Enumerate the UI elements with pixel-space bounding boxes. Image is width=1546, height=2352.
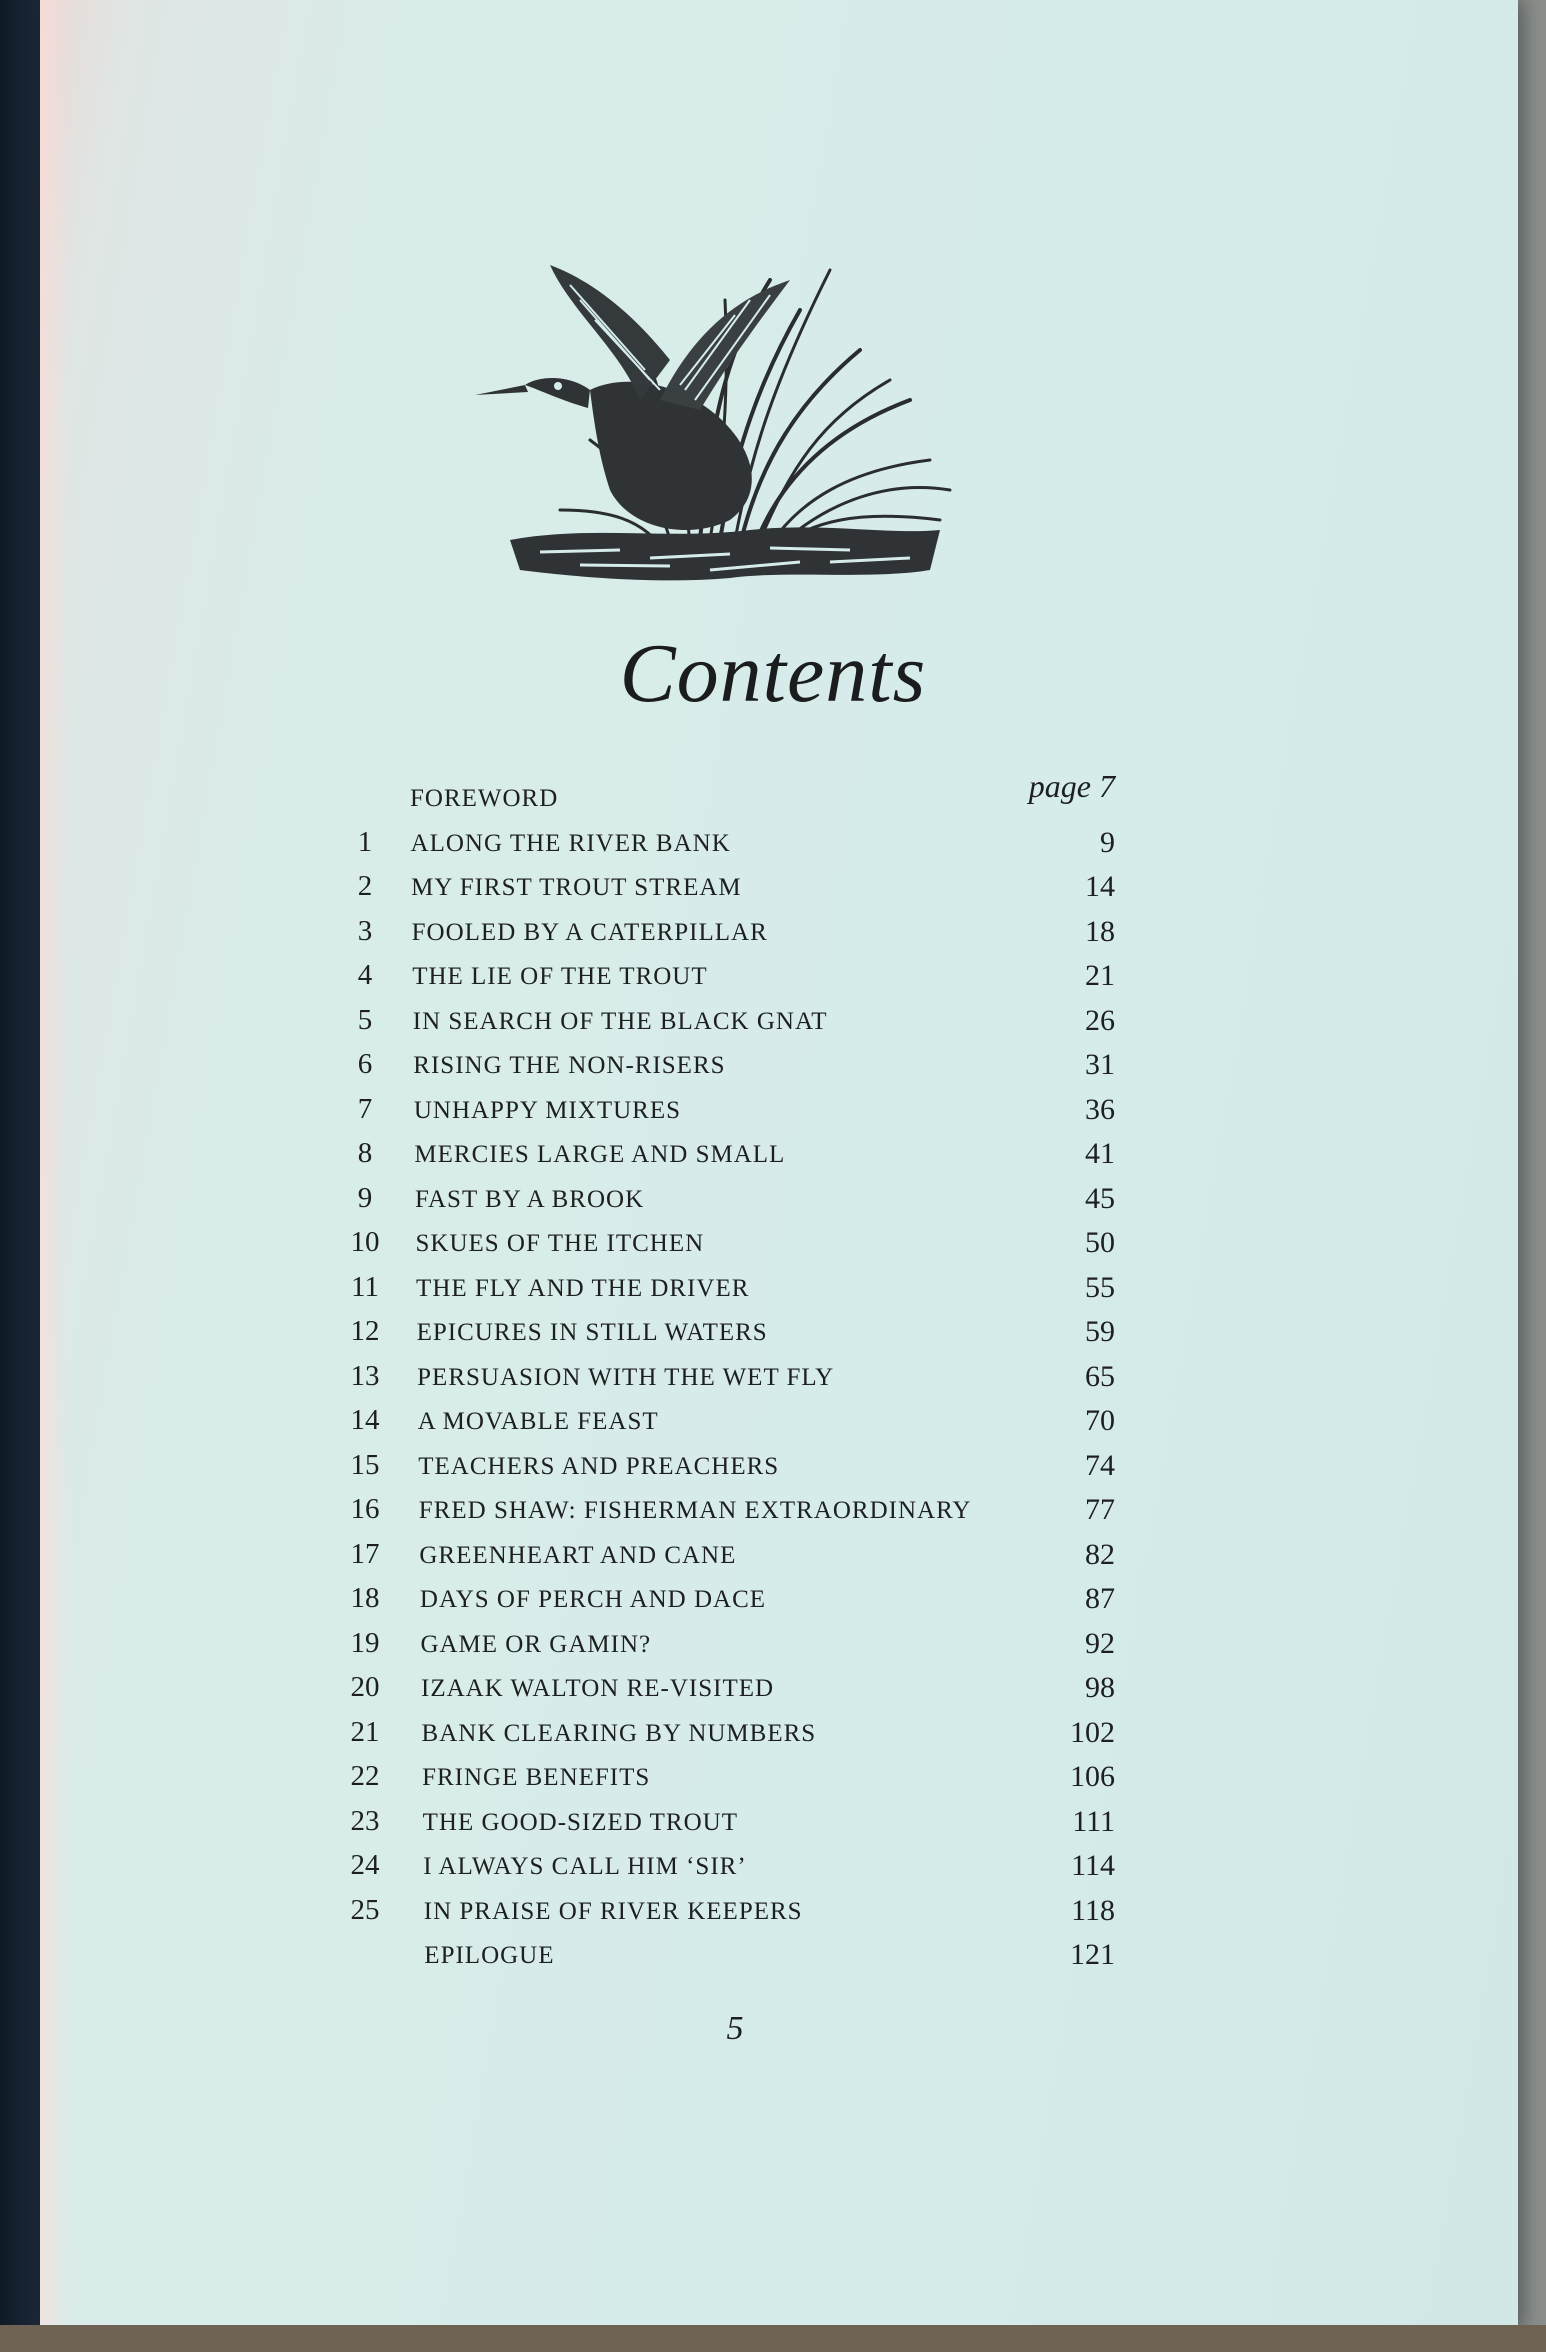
chapter-number: 8 <box>357 1137 373 1169</box>
chapter-title: THE FLY AND THE DRIVER <box>416 1274 750 1302</box>
chapter-page-number: 41 <box>1085 1137 1115 1170</box>
chapter-title: RISING THE NON-RISERS <box>413 1052 726 1079</box>
toc-entry <box>0 1137 1546 1181</box>
toc-entry <box>0 959 1546 1003</box>
chapter-page-number: 70 <box>1085 1404 1115 1437</box>
chapter-title: TEACHERS AND PREACHERS <box>418 1452 780 1480</box>
chapter-title: EPICURES IN STILL WATERS <box>416 1319 768 1346</box>
toc-entry <box>0 1715 1546 1760</box>
chapter-number: 23 <box>350 1804 380 1837</box>
toc-entry <box>0 1404 1546 1448</box>
chapter-page-number: 77 <box>1085 1493 1115 1526</box>
chapter-page-number: 59 <box>1085 1315 1115 1348</box>
chapter-title: IZAAK WALTON RE-VISITED <box>421 1675 775 1702</box>
toc-entry <box>0 1315 1546 1359</box>
chapter-title: FRED SHAW: FISHERMAN EXTRAORDINARY <box>418 1497 972 1524</box>
toc-entry <box>0 785 1546 825</box>
chapter-page-number: 74 <box>1085 1448 1115 1482</box>
chapter-title: IN PRAISE OF RIVER KEEPERS <box>423 1897 803 1925</box>
toc-entry <box>0 1270 1546 1315</box>
chapter-page-number: 121 <box>1070 1938 1115 1971</box>
toc-entry <box>0 1537 1546 1582</box>
chapter-title: GAME OR GAMIN? <box>420 1630 652 1658</box>
chapter-title: FRINGE BENEFITS <box>422 1764 651 1791</box>
chapter-number: 2 <box>357 870 373 902</box>
toc-entry <box>0 1448 1546 1493</box>
toc-entry <box>0 1003 1546 1048</box>
chapter-title: EPILOGUE <box>424 1942 555 1969</box>
chapter-title: MERCIES LARGE AND SMALL <box>414 1141 786 1168</box>
toc-entry <box>0 1893 1546 1938</box>
chapter-page-number: 21 <box>1085 959 1115 992</box>
toc-entry <box>0 1181 1546 1226</box>
chapter-number: 16 <box>350 1493 380 1525</box>
chapter-title: PERSUASION WITH THE WET FLY <box>417 1363 835 1391</box>
chapter-page-number: 92 <box>1085 1626 1115 1660</box>
chapter-number: 12 <box>350 1315 380 1347</box>
toc-entry <box>0 1582 1546 1626</box>
chapter-title: ALONG THE RIVER BANK <box>410 829 731 857</box>
chapter-number: 4 <box>357 959 373 991</box>
chapter-number: 24 <box>350 1849 380 1881</box>
chapter-page-number: 55 <box>1085 1270 1115 1304</box>
chapter-number: 25 <box>350 1893 380 1926</box>
chapter-title: MY FIRST TROUT STREAM <box>411 874 742 901</box>
chapter-page-number: 98 <box>1085 1671 1115 1704</box>
chapter-title: DAYS OF PERCH AND DACE <box>419 1586 767 1613</box>
toc-entry <box>0 1048 1546 1092</box>
chapter-number: 20 <box>350 1671 380 1703</box>
chapter-title: GREENHEART AND CANE <box>419 1541 737 1569</box>
chapter-title: THE GOOD-SIZED TROUT <box>422 1808 738 1836</box>
chapter-page-number: 114 <box>1071 1849 1115 1882</box>
chapter-number: 22 <box>350 1760 380 1792</box>
chapter-page-number: 26 <box>1085 1003 1115 1037</box>
chapter-number: 13 <box>350 1359 380 1392</box>
chapter-page-number: 65 <box>1085 1359 1115 1393</box>
chapter-number: 15 <box>350 1448 380 1481</box>
toc-entry <box>0 1671 1546 1715</box>
chapter-number: 19 <box>350 1626 380 1659</box>
toc-entry <box>0 1626 1546 1671</box>
chapter-title: I ALWAYS CALL HIM ‘SIR’ <box>423 1853 747 1880</box>
toc-entry <box>0 825 1546 870</box>
toc-entry <box>0 1849 1546 1893</box>
chapter-page-number: 9 <box>1100 825 1115 859</box>
chapter-title: FOOLED BY A CATERPILLAR <box>411 918 768 946</box>
chapter-title: THE LIE OF THE TROUT <box>412 963 708 990</box>
chapter-page-number: 45 <box>1085 1181 1115 1215</box>
chapter-number: 17 <box>350 1537 380 1570</box>
page-column-label: page 7 <box>1028 768 1115 804</box>
chapter-number: 9 <box>357 1181 373 1214</box>
chapter-number: 11 <box>351 1270 379 1303</box>
chapter-page-number: 36 <box>1085 1092 1115 1126</box>
chapter-page-number: 31 <box>1085 1048 1115 1081</box>
chapter-page-number: 82 <box>1085 1537 1115 1571</box>
chapter-number: 10 <box>350 1226 380 1258</box>
chapter-page-number: 18 <box>1085 914 1115 948</box>
page-title: Contents <box>619 627 927 720</box>
toc-entry <box>0 1359 1546 1404</box>
toc-entry <box>0 1092 1546 1137</box>
chapter-page-number: 111 <box>1072 1804 1115 1838</box>
chapter-title: UNHAPPY MIXTURES <box>413 1096 682 1124</box>
chapter-title: BANK CLEARING BY NUMBERS <box>421 1719 817 1747</box>
chapter-page-number: 50 <box>1085 1226 1115 1259</box>
toc-entry <box>0 1226 1546 1270</box>
toc-entry <box>0 1760 1546 1804</box>
chapter-page-number: 106 <box>1070 1760 1115 1793</box>
chapter-page-number: 14 <box>1085 870 1115 903</box>
toc-entry <box>0 1493 1546 1537</box>
chapter-number: 5 <box>357 1003 373 1036</box>
chapter-page-number: 102 <box>1070 1715 1115 1749</box>
chapter-number: 6 <box>357 1048 373 1080</box>
chapter-number: 18 <box>350 1582 380 1614</box>
chapter-number: 14 <box>350 1404 380 1436</box>
chapter-page-number: 87 <box>1085 1582 1115 1615</box>
chapter-number: 7 <box>357 1092 373 1125</box>
chapter-title: FAST BY A BROOK <box>414 1185 645 1213</box>
toc-entry <box>0 870 1546 914</box>
chapter-title: IN SEARCH OF THE BLACK GNAT <box>412 1007 828 1035</box>
chapter-title: SKUES OF THE ITCHEN <box>415 1230 705 1257</box>
toc-entry <box>0 914 1546 959</box>
toc-entry <box>0 1804 1546 1849</box>
chapter-number: 21 <box>350 1715 380 1748</box>
chapter-page-number: 118 <box>1071 1893 1115 1927</box>
chapter-number: 3 <box>357 914 373 947</box>
chapter-title: A MOVABLE FEAST <box>417 1408 659 1435</box>
chapter-title: FOREWORD <box>410 785 559 812</box>
toc-entry <box>0 1938 1546 1982</box>
page-number: 5 <box>726 2010 744 2047</box>
chapter-number: 1 <box>357 825 373 858</box>
